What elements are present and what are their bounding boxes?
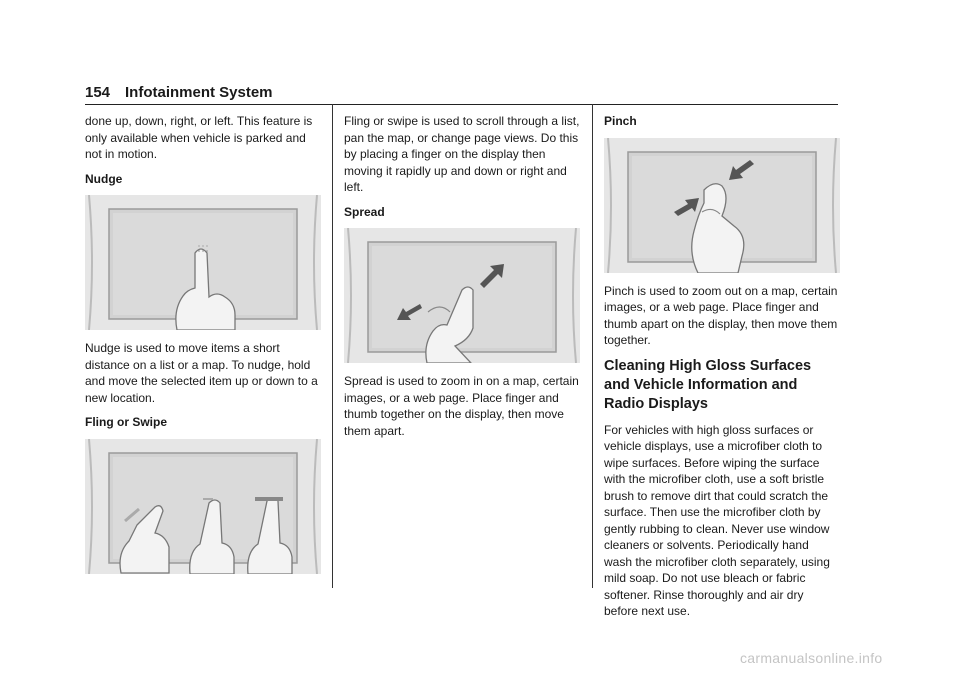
subheading-spread: Spread xyxy=(344,204,385,219)
spread-illustration xyxy=(344,228,580,363)
paragraph: Fling or swipe is used to scroll through a list, pan the map, or change page views. Do this by placing a finger on the display then moving it rapidly up and down or right and left. xyxy=(344,114,580,194)
subheading-fling: Fling or Swipe xyxy=(85,415,168,429)
nudge-illustration xyxy=(85,195,321,330)
paragraph: Nudge is used to move items a short distance on a list or a map. To nudge, hold and move the selected item up or down to a new location. xyxy=(85,341,318,405)
subheading-nudge: Nudge xyxy=(85,171,123,186)
column-divider xyxy=(332,104,333,588)
column-3 xyxy=(604,113,840,628)
section-title: Infotainment System xyxy=(125,84,273,101)
subheading-pinch: Pinch xyxy=(604,114,637,128)
column-divider xyxy=(592,104,593,588)
column-2 xyxy=(344,113,580,447)
paragraph: Pinch is used to zoom out on a map, certain images, or a web page. Place finger and thumb apart on the display, then move them together. xyxy=(604,283,838,347)
pinch-illustration xyxy=(604,138,840,273)
paragraph: Spread is used to zoom in on a map, certain images, or a web page. Place finger and thumb together on the display, then move them apart. xyxy=(344,374,579,438)
paragraph: For vehicles with high gloss surfaces or vehicle displays, use a microfiber cloth to wipe surfaces. Before wiping the surface with the microfiber cloth, use a soft bristle brush to remove dirt that could scratch the surface. Then use the microfiber cloth by gently rubbing to clean. Never use window cleaners or solvents. Periodically hand wash the microfiber cloth separately, using mild soap. Do not use bleach or fabric softener. Rinse thoroughly and air dry before next use. xyxy=(604,422,830,618)
section-heading: Cleaning High Gloss Surfaces and Vehicle Information and Radio Displays xyxy=(604,357,812,412)
page-header xyxy=(85,84,838,105)
watermark: carmanualsonline.info xyxy=(740,650,883,666)
paragraph: done up, down, right, or left. This feature is only available when vehicle is parked and not in motion. xyxy=(85,114,313,161)
column-1 xyxy=(85,113,321,584)
page-number: 154 xyxy=(85,84,111,101)
fling-illustration xyxy=(85,439,321,574)
